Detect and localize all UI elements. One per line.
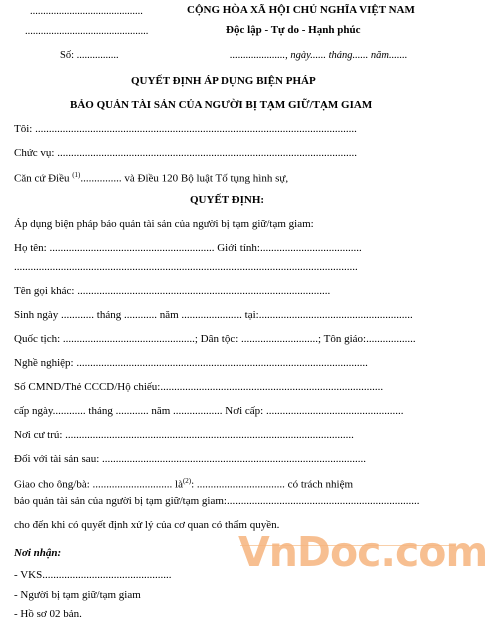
field-doi-voi-tai-san: Đối với tài sản sau: ................................................................................................ bbox=[14, 453, 366, 465]
field-nghe-nghiep: Nghề nghiệp: .......................................................................................................... bbox=[14, 357, 368, 369]
field-giao-cho bbox=[14, 478, 353, 491]
field-quoc-tich: Quốc tịch: ................................................; Dân tộc: ............................; Tôn giáo:.................. bbox=[14, 333, 416, 345]
legal-basis bbox=[14, 172, 288, 185]
field-chuc-vu: Chức vụ: ............................................................................................................. bbox=[14, 147, 357, 159]
agency-dots-1: ........................................... bbox=[30, 6, 143, 17]
field-so-cmnd: Số CMND/Thẻ CCCD/Hộ chiếu:................................................................................. bbox=[14, 381, 384, 393]
national-motto: Độc lập - Tự do - Hạnh phúc bbox=[226, 24, 361, 36]
field-cap-ngay: cấp ngày............ tháng ............ năm .................. Nơi cấp: .................................................. bbox=[14, 405, 404, 417]
agency-dots-2: ............................................... bbox=[25, 26, 149, 37]
watermark-logo: VnDoc.com bbox=[238, 528, 487, 576]
document-number: Số: ................ bbox=[60, 50, 119, 61]
document-date: ....................., ngày...... tháng...... năm....... bbox=[230, 50, 408, 61]
field-toi: Tôi: ..................................................................................................................... bbox=[14, 123, 357, 135]
apply-statement: Áp dụng biện pháp bảo quản tài sản của người bị tạm giữ/tạm giam: bbox=[14, 218, 314, 230]
decision-heading: QUYẾT ĐỊNH: bbox=[190, 194, 265, 206]
field-ho-ten-cont: ............................................................................................................................. bbox=[14, 261, 358, 273]
footnote-2: (2) bbox=[182, 477, 192, 485]
recipients-heading: Nơi nhận: bbox=[14, 547, 62, 559]
field-bao-quan: bảo quản tài sản của người bị tạm giữ/tạm giam:...................................................................... bbox=[14, 495, 420, 507]
recipient-item: - Người bị tạm giữ/tạm giam bbox=[14, 589, 141, 601]
recipient-item: - Hồ sơ 02 bản. bbox=[14, 608, 82, 620]
decision-title-line1: QUYẾT ĐỊNH ÁP DỤNG BIỆN PHÁP bbox=[131, 75, 316, 87]
legal-basis-post: ............... và Điều 120 Bộ luật Tố tụng hình sự, bbox=[80, 172, 289, 185]
national-title: CỘNG HÒA XÃ HỘI CHỦ NGHĨA VIỆT NAM bbox=[187, 4, 415, 16]
footnote-1: (1) bbox=[72, 171, 81, 179]
giao-cho-post: : ................................ có trách nhiệm bbox=[191, 478, 354, 491]
giao-cho-pre: Giao cho ông/bà: ............................. là bbox=[14, 478, 183, 491]
field-ten-goi-khac: Tên gọi khác: ............................................................................................ bbox=[14, 285, 331, 297]
legal-basis-pre: Căn cứ Điều bbox=[14, 172, 73, 185]
field-noi-cu-tru: Nơi cư trú: ......................................................................................................... bbox=[14, 429, 354, 441]
recipient-item: - VKS............................................... bbox=[14, 569, 172, 581]
decision-title-line2: BẢO QUẢN TÀI SẢN CỦA NGƯỜI BỊ TẠM GIỮ/TẠM GIAM bbox=[70, 99, 373, 111]
field-sinh-ngay: Sinh ngày ............ tháng ............ năm ...................... tại:........................................................ bbox=[14, 309, 413, 321]
closing-statement: cho đến khi có quyết định xử lý của cơ quan có thẩm quyền. bbox=[14, 519, 280, 531]
field-ho-ten: Họ tên: ............................................................ Giới tính:..................................... bbox=[14, 242, 362, 254]
